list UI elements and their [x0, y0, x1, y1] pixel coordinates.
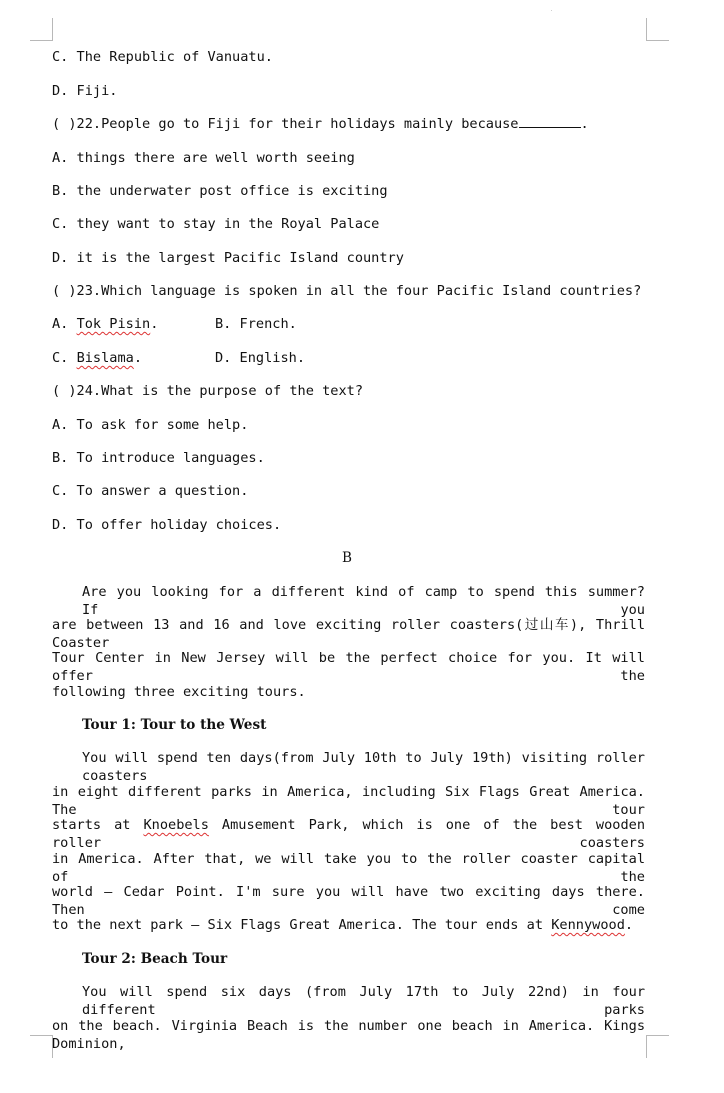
q23-options-row-2: [52, 349, 645, 367]
section-b-heading: B: [342, 550, 352, 566]
tour-1-line-3-park-name: Knoebels: [143, 817, 209, 833]
q23-option-d: D. English.: [215, 350, 306, 366]
q22-answer-blank: [519, 115, 581, 128]
tour-1-line-6-park-name: Kennywood: [551, 917, 625, 933]
page-speck: [551, 10, 552, 11]
tour-1-line-2: in eight different parks in America, including Six Flags Great America. The tour: [52, 784, 645, 818]
q24-stem: ( )24.What is the purpose of the text?: [52, 383, 363, 399]
tour-1-line-3: [52, 816, 645, 852]
q24-option-c: C. To answer a question.: [52, 483, 249, 499]
tour-1-line-6-start: to the next park — Six Flags Great America. The tour ends at: [52, 917, 552, 933]
section-b-intro-line-1: Are you looking for a different kind of camp to spend this summer? If you: [82, 584, 645, 618]
page-corner-mark-bottom-left: [30, 1035, 53, 1058]
q23-option-a-end: .: [150, 316, 159, 332]
q22-stem-end: .: [580, 116, 589, 132]
page-corner-mark-top-right: [646, 18, 669, 41]
tour-2-line-2: on the beach. Virginia Beach is the number one beach in America. Kings Dominion,: [52, 1018, 645, 1052]
page-corner-mark-top-left: [30, 18, 53, 41]
q21-option-d: D. Fiji.: [52, 83, 118, 99]
q23-option-b: B. French.: [215, 316, 297, 332]
q24-option-d: D. To offer holiday choices.: [52, 517, 282, 533]
q22-option-a: A. things there are well worth seeing: [52, 150, 355, 166]
q22-option-c: C. they want to stay in the Royal Palace: [52, 216, 380, 232]
q22-option-d: D. it is the largest Pacific Island country: [52, 250, 404, 266]
q23-option-c-letter: C.: [52, 350, 77, 366]
page-corner-mark-bottom-right: [646, 1035, 669, 1058]
q24-option-a: A. To ask for some help.: [52, 417, 249, 433]
tour-1-line-3-end: Amusement Park, which is one of the best wooden roller coasters: [52, 817, 645, 851]
section-b-intro-line-2: are between 13 and 16 and love exciting roller coasters(过山车), Thrill Coaster: [52, 617, 645, 651]
q23-option-c-end: .: [133, 350, 143, 366]
q24-option-b: B. To introduce languages.: [52, 450, 265, 466]
tour-1-line-5: world — Cedar Point. I'm sure you will have two exciting days there. Then come: [52, 884, 645, 918]
q22-stem-text: ( )22.People go to Fiji for their holidays mainly because: [52, 116, 519, 132]
q22-option-b: B. the underwater post office is exciting: [52, 183, 388, 199]
q23-stem: ( )23.Which language is spoken in all the four Pacific Island countries?: [52, 283, 642, 299]
tour-1-line-6-end: .: [624, 917, 634, 933]
q23-option-a-letter: A.: [52, 316, 77, 332]
section-b-intro-line-3: Tour Center in New Jersey will be the perfect choice for you. It will offer the: [52, 650, 645, 684]
q23-option-c-word: Bislama: [76, 350, 134, 366]
q23-option-c: [52, 350, 142, 366]
q21-option-c: C. The Republic of Vanuatu.: [52, 49, 273, 65]
q23-option-a-word: Tok Pisin: [76, 316, 151, 332]
tour-2-line-1: You will spend six days (from July 17th to July 22nd) in four different parks: [82, 984, 645, 1018]
q23-options-row-1: [52, 315, 645, 333]
tour-1-line-4: in America. After that, we will take you to the roller coaster capital of the: [52, 851, 645, 885]
q22-stem: [52, 115, 589, 133]
tour-1-line-6: [52, 916, 633, 934]
section-b-intro-line-4: following three exciting tours.: [52, 684, 306, 700]
tour-1-line-1: You will spend ten days(from July 10th to July 19th) visiting roller coasters: [82, 750, 645, 784]
tour-2-heading: Tour 2: Beach Tour: [82, 951, 228, 967]
tour-1-line-3-start: starts at: [52, 817, 144, 833]
q23-option-a: [52, 316, 158, 332]
tour-1-heading: Tour 1: Tour to the West: [82, 717, 267, 733]
